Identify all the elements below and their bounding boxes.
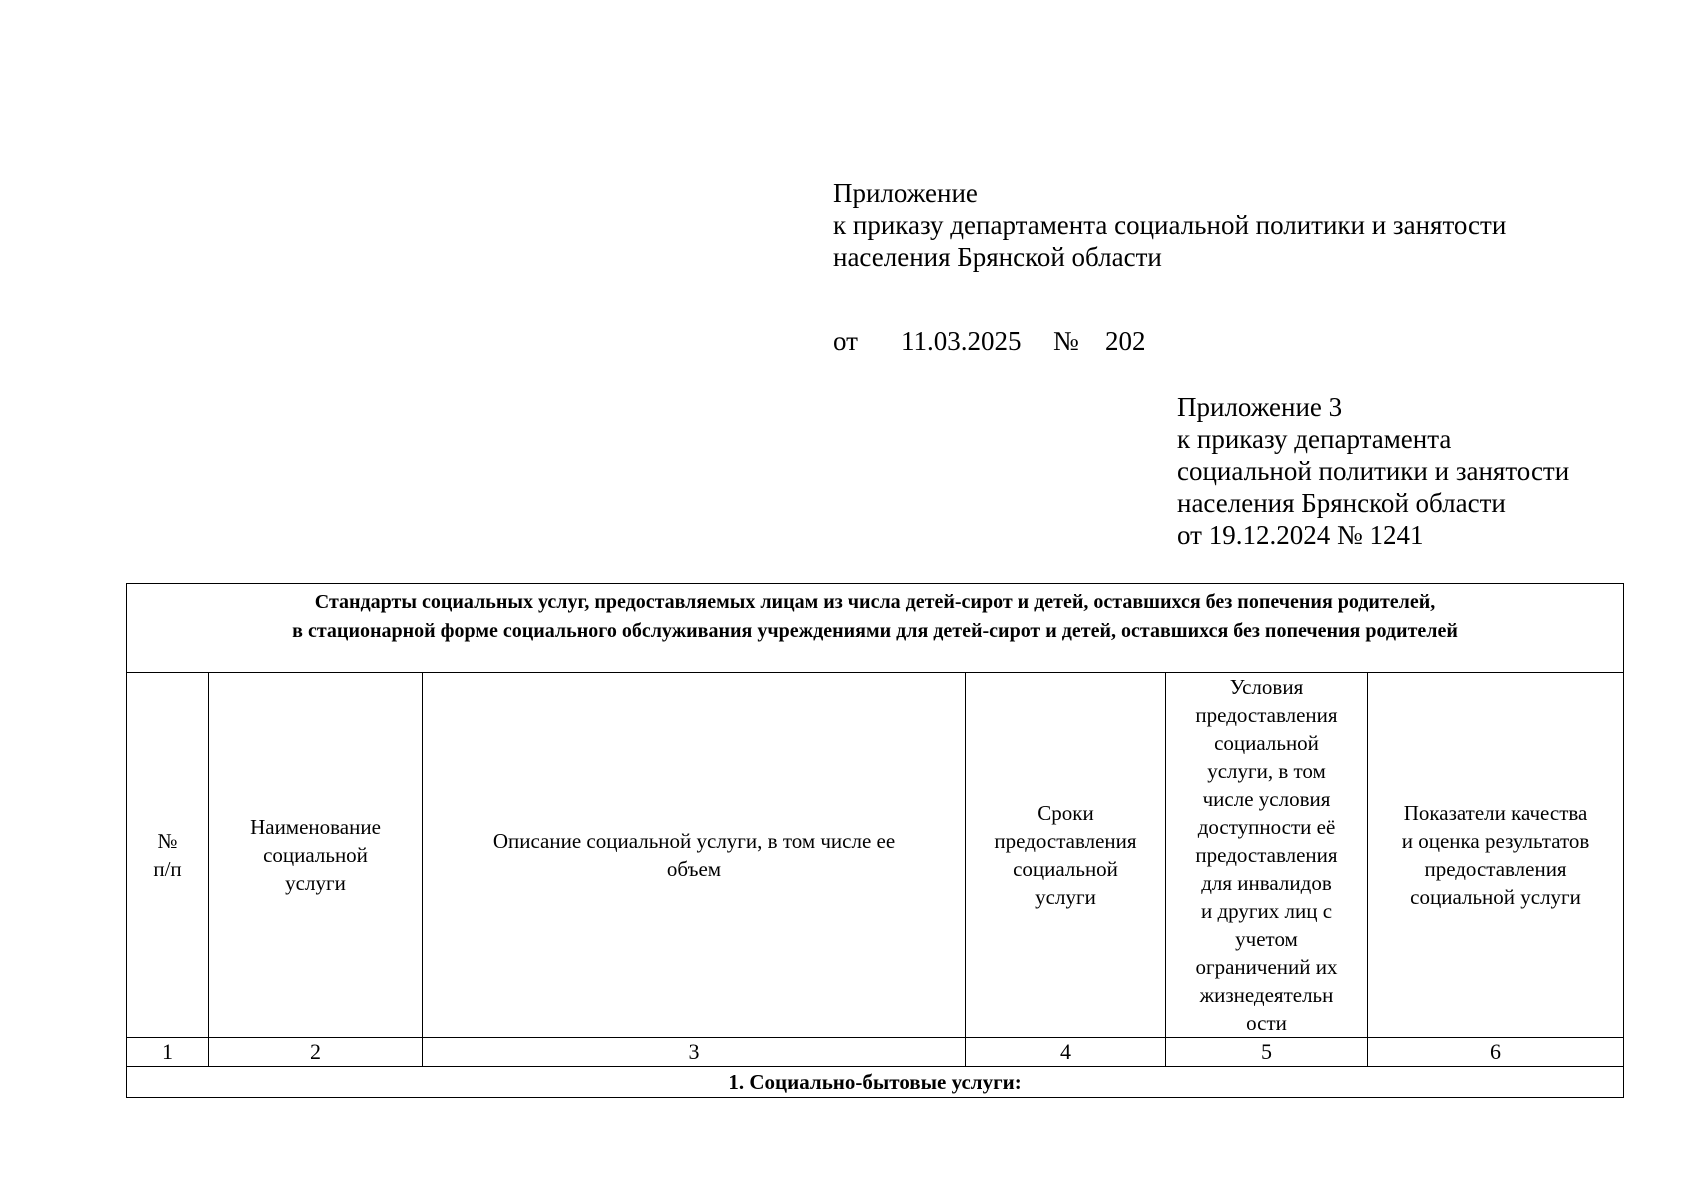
- table-header-row: [127, 673, 1624, 1038]
- header-service-terms: Сроки предоставления социальной услуги: [966, 673, 1166, 1038]
- appendix-title: Приложение: [833, 178, 978, 208]
- header-service-description: Описание социальной услуги, в том числе ее объем: [423, 673, 966, 1038]
- table-title-line: Стандарты социальных услуг, предоставляемых лицам из числа детей-сирот и детей, оставшихся без попечения родителей,: [314, 591, 1436, 613]
- header-service-conditions: Условия предоставления социальной услуги, в том числе условия доступности её предоставления для инвалидов и других лиц с учетом ограничений их жизнедеятельн ости: [1166, 673, 1368, 1038]
- table-title-line: в стационарной форме социального обслуживания учреждениями для детей-сирот и детей, оставшихся без попечения родителей: [292, 620, 1458, 642]
- column-number: 5: [1166, 1038, 1368, 1067]
- column-number: 6: [1368, 1038, 1624, 1067]
- previous-appendix-line: к приказу департамента: [1177, 424, 1452, 454]
- previous-appendix-line: социальной политики и занятости: [1177, 456, 1570, 486]
- previous-appendix-header: [1177, 391, 1569, 551]
- column-number: 2: [209, 1038, 423, 1067]
- order-number-sign: №: [1053, 326, 1079, 356]
- appendix-header: [833, 177, 1506, 273]
- column-number-row: [127, 1038, 1624, 1067]
- header-quality-indicators: Показатели качества и оценка результатов предоставления социальной услуги: [1368, 673, 1624, 1038]
- header-number: № п/п: [127, 673, 209, 1038]
- section-title: 1. Социально-бытовые услуги:: [127, 1067, 1624, 1098]
- appendix-line: населения Брянской области: [833, 242, 1162, 272]
- previous-appendix-title: Приложение 3: [1177, 392, 1343, 422]
- table-title: [127, 584, 1624, 673]
- column-number: 1: [127, 1038, 209, 1067]
- standards-table: [126, 583, 1624, 1098]
- previous-appendix-line: населения Брянской области: [1177, 488, 1506, 518]
- order-from-label: от: [833, 326, 858, 356]
- previous-appendix-line: от 19.12.2024 № 1241: [1177, 520, 1424, 550]
- header-service-name: Наименование социальной услуги: [209, 673, 423, 1038]
- order-number: 202: [1105, 326, 1146, 356]
- order-date: 11.03.2025: [901, 326, 1022, 356]
- column-number: 3: [423, 1038, 966, 1067]
- appendix-line: к приказу департамента социальной политики и занятости: [833, 210, 1507, 240]
- column-number: 4: [966, 1038, 1166, 1067]
